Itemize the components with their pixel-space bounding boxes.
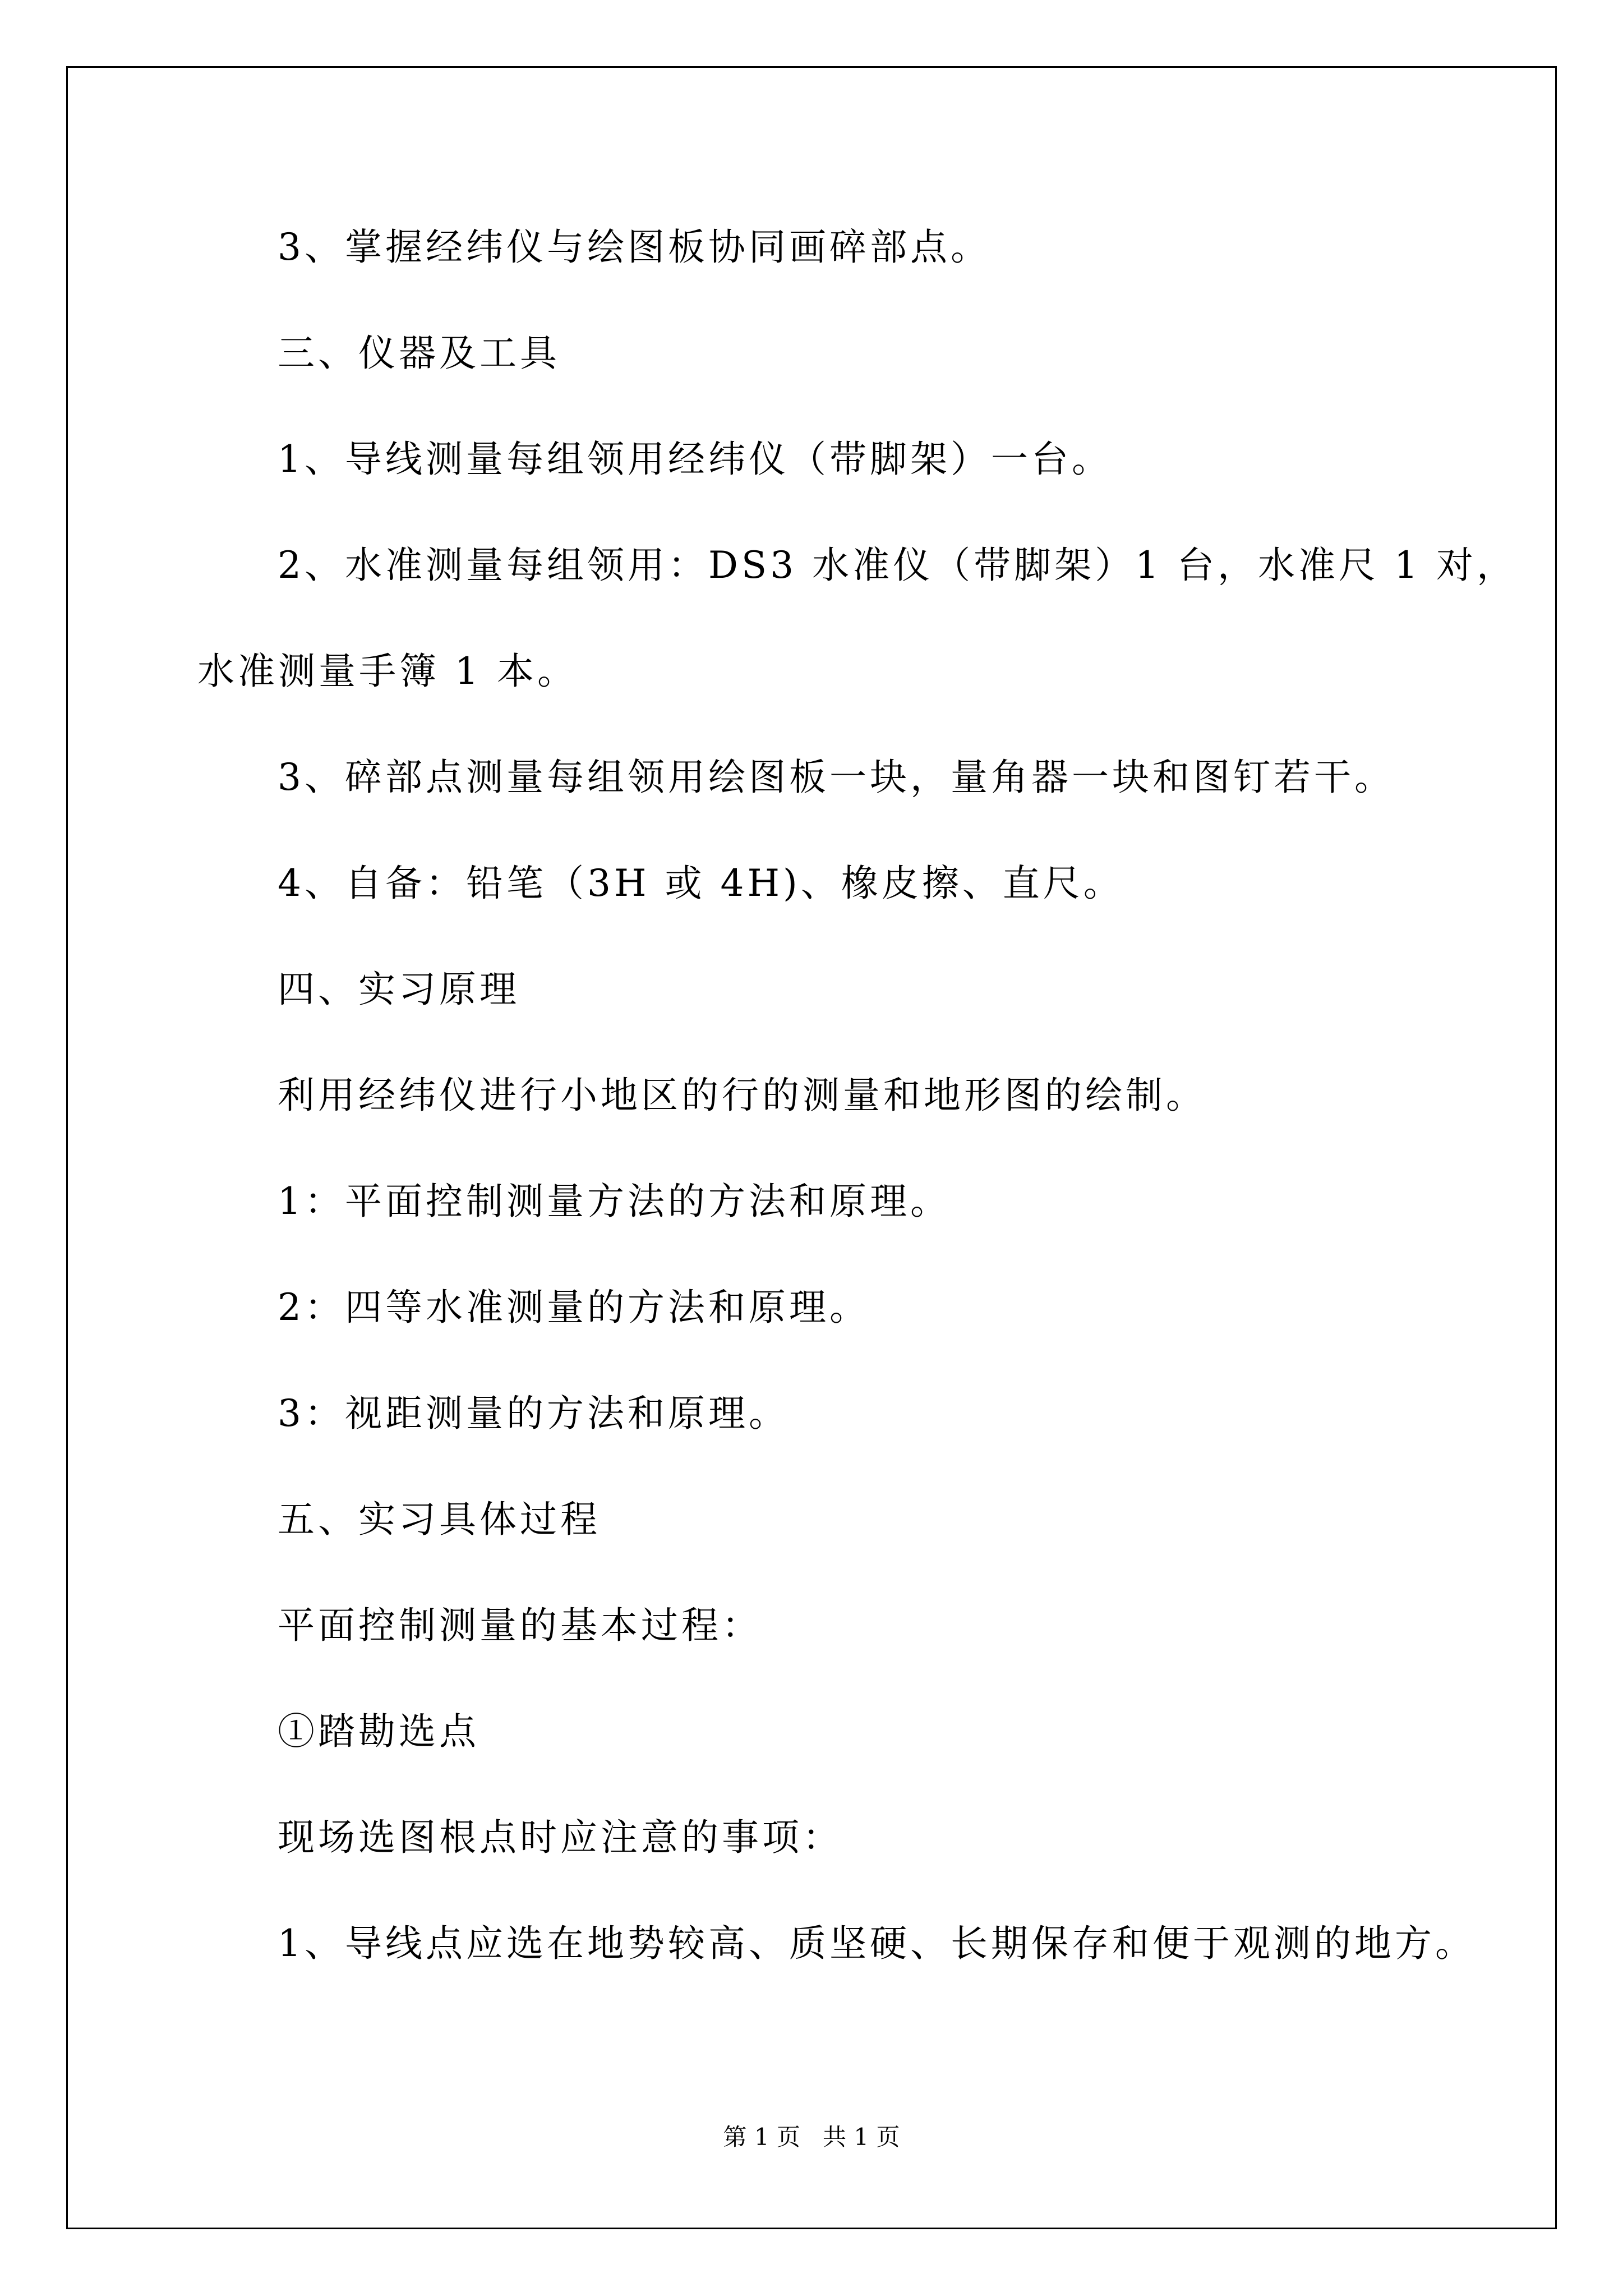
text-line: 2、水准测量每组领用：DS3 水准仪（带脚架）1 台，水准尺 1 对， bbox=[278, 544, 1518, 587]
text-line: 1：平面控制测量方法的方法和原理。 bbox=[278, 1180, 951, 1223]
page-footer: 第 1 页 共 1 页 bbox=[723, 2123, 900, 2151]
text-line: 平面控制测量的基本过程： bbox=[278, 1604, 762, 1647]
section-heading: 四、实习原理 bbox=[278, 968, 520, 1011]
text-line: 利用经纬仪进行小地区的行的测量和地形图的绘制。 bbox=[278, 1074, 1206, 1117]
text-line: 2：四等水准测量的方法和原理。 bbox=[278, 1286, 870, 1329]
text-line: 4、自备：铅笔（3H 或 4H)、橡皮擦、直尺。 bbox=[278, 862, 1124, 905]
text-line: 3：视距测量的方法和原理。 bbox=[278, 1392, 789, 1435]
text-line: ①踏勘选点 bbox=[278, 1710, 479, 1753]
text-line: 1、导线测量每组领用经纬仪（带脚架）一台。 bbox=[278, 438, 1112, 481]
section-heading: 三、仪器及工具 bbox=[278, 332, 560, 375]
section-heading: 五、实习具体过程 bbox=[278, 1498, 601, 1541]
text-line: 1、导线点应选在地势较高、质坚硬、长期保存和便于观测的地方。 bbox=[278, 1922, 1476, 1965]
text-line: 3、掌握经纬仪与绘图板协同画碎部点。 bbox=[278, 226, 991, 269]
page-border bbox=[66, 66, 1557, 2229]
text-line: 现场选图根点时应注意的事项： bbox=[278, 1816, 843, 1859]
text-line-continuation: 水准测量手簿 1 本。 bbox=[197, 650, 578, 693]
text-line: 3、碎部点测量每组领用绘图板一块，量角器一块和图钉若干。 bbox=[278, 756, 1395, 799]
